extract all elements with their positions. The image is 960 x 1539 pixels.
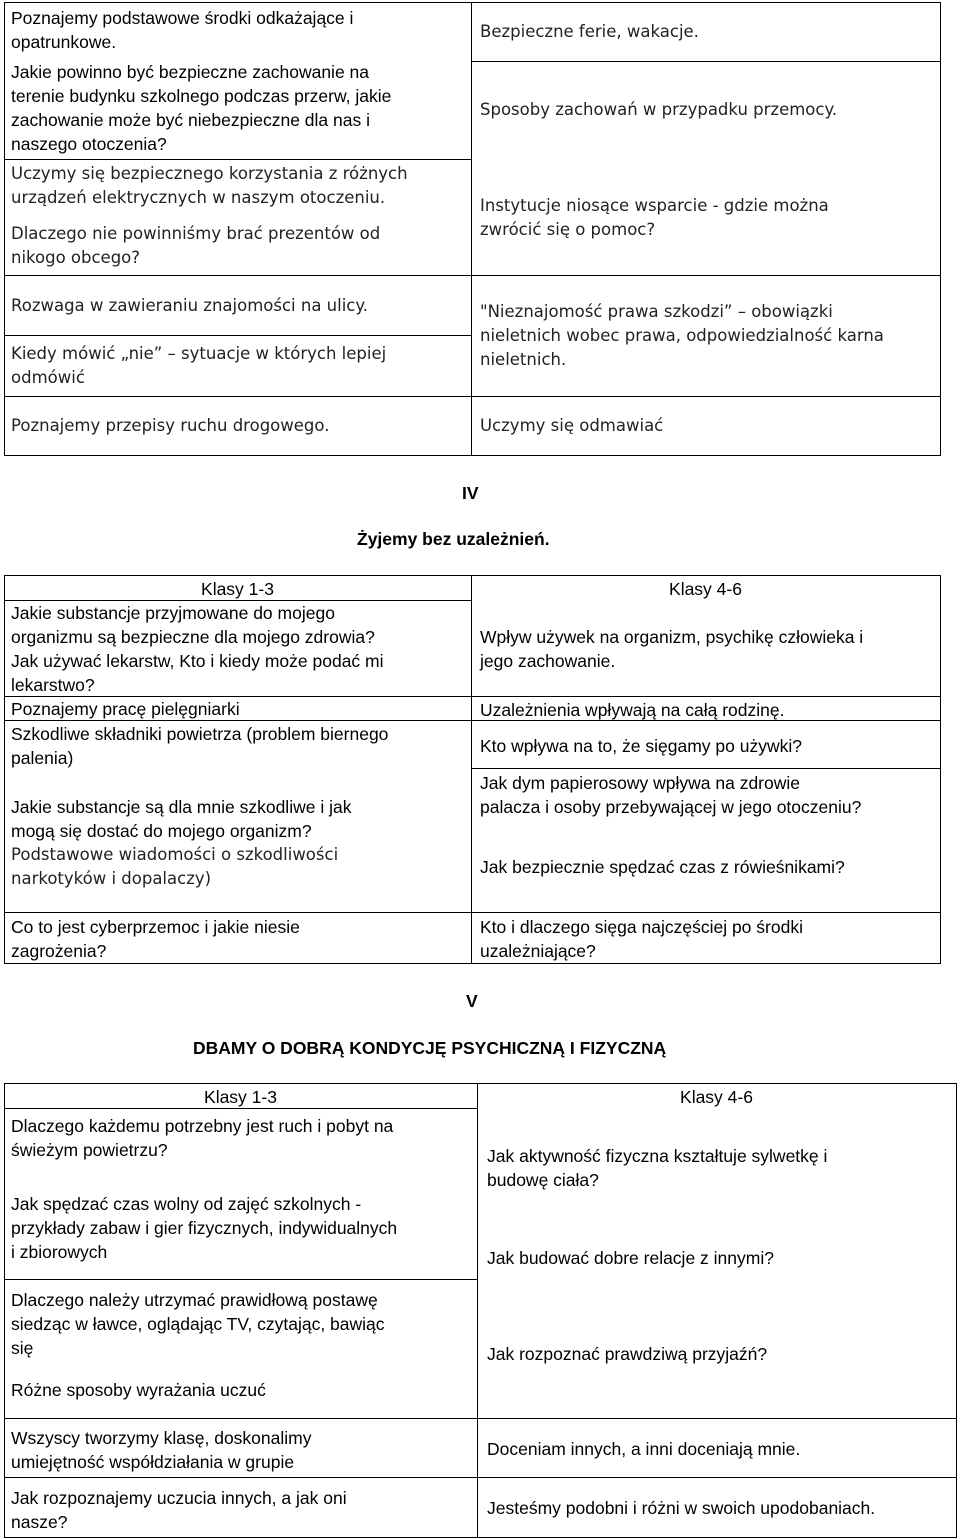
- section-v-header-right: Klasy 4-6: [680, 1087, 753, 1107]
- section-v-numeral: V: [466, 991, 478, 1011]
- section-iv-numeral: IV: [462, 483, 479, 503]
- section-iv-header-left: Klasy 1-3: [201, 579, 274, 599]
- section-v-header-left: Klasy 1-3: [204, 1087, 277, 1107]
- section-v-title: DBAMY O DOBRĄ KONDYCJĘ PSYCHICZNĄ I FIZYCZNĄ: [193, 1038, 667, 1058]
- section-iv-title: Żyjemy bez uzależnień.: [357, 529, 550, 549]
- section-iv-header-right: Klasy 4-6: [669, 579, 742, 599]
